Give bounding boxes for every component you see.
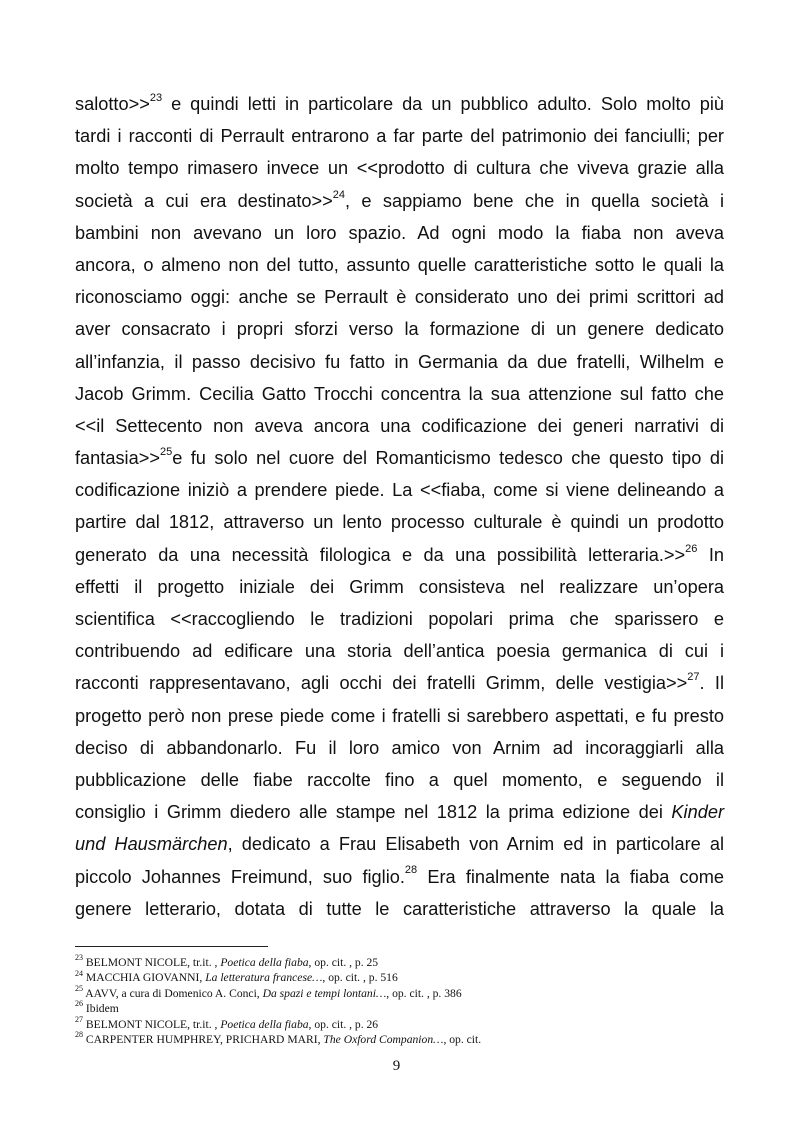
text-line: ancora, o almeno non del tutto, assunto quelle caratteristiche sotto le quali la: [75, 254, 724, 275]
text-line: deciso di abbandonarlo. Fu il loro amico von Arnim ad incoraggiarli alla: [75, 737, 724, 758]
text-line: riconosciamo oggi: anche se Perrault è considerato uno dei primi scrittori ad: [75, 287, 724, 308]
text-line: genere letterario, dotata di tutte le caratteristiche attraverso la quale la: [75, 898, 724, 919]
body-text: [75, 88, 724, 925]
footnote: $^{28}$ CARPENTER HUMPHREY, PRICHARD MARI, The Oxford Companion…, op. cit.: [75, 1030, 482, 1047]
text-line: all’infanzia, il passo decisivo fu fatto in Germania da due fratelli, Wilhelm e: [75, 351, 724, 372]
footnote-ref[interactable]: 23: [149, 91, 163, 104]
text-line: und Hausmärchen, dedicato a Frau Elisabeth von Arnim ed in particolare al: [75, 834, 724, 855]
text-line: generato da una necessità filologica e da una possibilità letteraria.>>$^{26}$ In: [75, 542, 724, 565]
text-line: pubblicazione delle fiabe raccolte fino a quel momento, e seguendo il: [75, 769, 724, 790]
footnote-ref[interactable]: 25: [159, 446, 173, 458]
book-title: und Hausmärchen: [75, 834, 228, 855]
footnote-ref[interactable]: 24: [332, 188, 345, 201]
text-line: bambini non avevano un loro spazio. Ad ogni modo la fiaba non aveva: [75, 222, 724, 243]
footnote: $^{27}$ BELMONT NICOLE, tr.it. , Poetica della fiaba, op. cit. , p. 26: [75, 1014, 379, 1031]
page-number: 9: [392, 1058, 401, 1074]
text-line: aver consacrato i propri sforzi verso la formazione di un genere dedicato: [75, 319, 724, 340]
text-line: progetto però non prese piede come i fratelli si sarebbero aspettati, e fu presto: [75, 705, 724, 726]
footnote: $^{24}$ MACCHIA GIOVANNI, La letteratura francese…, op. cit. , p. 516: [75, 968, 398, 985]
text-line: Jacob Grimm. Cecilia Gatto Trocchi concentra la sua attenzione sul fatto che: [75, 383, 724, 404]
footnote-ref[interactable]: 27: [687, 671, 700, 684]
book-title: Kinder: [671, 802, 724, 823]
footnote: $^{26}$ Ibidem: [75, 999, 119, 1016]
footnote-separator: [75, 946, 268, 947]
text-line: <<il Settecento non aveva ancora una codificazione dei generi narrativi di: [75, 415, 724, 436]
footnote-ref[interactable]: 28: [404, 864, 418, 877]
text-line: salotto>>$^{23}$ e quindi letti in particolare da un pubblico adulto. Solo molto più: [75, 91, 724, 114]
text-line: contribuendo ad edificare una storia dell’antica poesia germanica di cui i: [75, 641, 724, 662]
footnote: $^{23}$ BELMONT NICOLE, tr.it. , Poetica della fiaba, op. cit. , p. 25: [75, 953, 379, 969]
footnotes: [75, 955, 724, 1047]
text-line: tardi i racconti di Perrault entrarono a far parte del patrimonio dei fanciulli; per: [75, 126, 724, 147]
text-line: consiglio i Grimm diedero alle stampe nel 1812 la prima edizione dei Kinder: [75, 802, 724, 823]
text-line: partire dal 1812, attraverso un lento processo culturale è quindi un prodotto: [75, 512, 724, 533]
footnote: $^{25}$ AAVV, a cura di Domenico A. Conci, Da spazi e tempi lontani…, op. cit. , p. 386: [75, 983, 462, 1000]
text-line: molto tempo rimasero invece un <<prodotto di cultura che viveva grazie alla: [75, 158, 724, 179]
text-line: scientifica <<raccogliendo le tradizioni popolari prima che sparissero e: [75, 609, 724, 629]
text-line: codificazione iniziò a prendere piede. La <<fiaba, come si viene delineando a: [75, 480, 724, 501]
text-line: effetti il progetto iniziale dei Grimm consisteva nel realizzare un’opera: [75, 576, 724, 597]
text-line: piccolo Johannes Freimund, suo figlio.$^{28}$ Era finalmente nata la fiaba come: [75, 864, 724, 887]
footnote-ref[interactable]: 26: [685, 542, 698, 555]
text-line: fantasia>>$^{25}$e fu solo nel cuore del Romanticismo tedesco che questo tipo di: [75, 446, 724, 469]
text-line: società a cui era destinato>>$^{24}$, e sappiamo bene che in quella società i: [75, 188, 724, 211]
text-line: racconti rappresentavano, agli occhi dei fratelli Grimm, delle vestigia>>$^{27}$. Il: [75, 671, 724, 694]
